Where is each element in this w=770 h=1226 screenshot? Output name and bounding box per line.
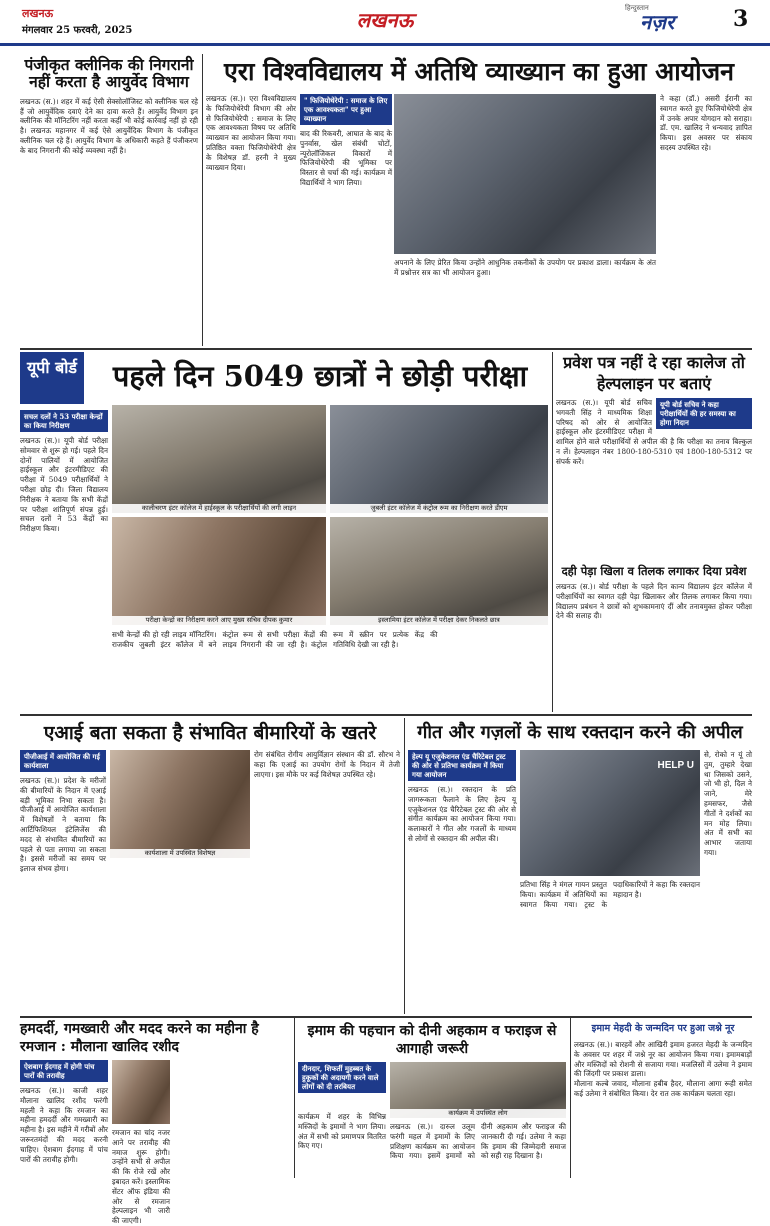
lecture-quote: " फिजियोथेरेपी : समाज के लिए एक आवश्यकता" पर हुआ व्याख्यान xyxy=(300,94,392,125)
lecture-photo xyxy=(394,94,656,254)
exam-photo-1 xyxy=(112,405,326,513)
up-board-lower xyxy=(112,630,548,710)
imam-photo xyxy=(390,1062,566,1118)
helpline-body: लखनऊ (स.)। यूपी बोर्ड सचिव भगवती सिंह ने माध्यमिक शिक्षा परिषद को ओर से आयोजित हाईस्कूल और इंटरमीडिएट परीक्षा में शामिल होने वाले परीक्षार्थियों से अपील की है कि परीक्षा का तनाव बिल्कुल न लें। हेल्पलाइन नंबर 1800-180-5310 एवं 1800-180-5312 पर संपर्क करें। xyxy=(556,398,752,466)
ramzan-headline: हमदर्दी, गमख्वारी और मदद करने का महीना है रमजान : मौलाना खालिद रशीद xyxy=(20,1021,259,1055)
up-board-sub: सचल दलों ने 53 परीक्षा केन्द्रों का किया निरीक्षण xyxy=(20,410,108,432)
lecture-headline: एरा विश्वविद्यालय में अतिथि व्याख्यान का हुआ आयोजन xyxy=(223,57,735,86)
exam-caption-4: इस्लामिया इंटर कॉलेज में परीक्षा देकर निकलते छात्र xyxy=(330,616,548,625)
ramzan-body: लखनऊ (स.)। काजी शहर मौलाना खालिद रशीद फरंगी महली ने कहा कि रमजान का महीना हमदर्दी और गमख्वारी का महीना है। इस महीने में गरीबों और जरूरतमंदों की मदद करनी चाहिए। ऐशबाग ईदगाह में पांच पारों की तरावीह होगी। xyxy=(20,1086,108,1164)
blood-col-b xyxy=(520,880,700,1012)
up-board-body-low: सभी केन्द्रों की हो रही लाइव मॉनिटरिंग। राजकीय जुबली इंटर कॉलेज में बने कंट्रोल रूम से सभी परीक्षा केंद्रों की लाइव निगरानी की जा रही है। कंट्रोल रूम में स्क्रीन पर प्रत्येक केंद्र की गतिविधि देखी जा रही है। xyxy=(112,630,438,649)
ai-col3 xyxy=(254,750,400,1012)
up-board-body: लखनऊ (स.)। यूपी बोर्ड परीक्षा सोमवार से शुरू हो गई। पहले दिन दोनों पालियों में आयोजित हाईस्कूल और इंटरमीडिएट की परीक्षा में 5049 परीक्षार्थियों ने परीक्षा छोड़ दी। जिला विद्यालय निरीक्षक ने बताया कि सभी केंद्रों पर परीक्षा शांतिपूर्ण संपन्न हुई। सचल दलों ने 53 केंद्रों का निरीक्षण किया। xyxy=(20,436,108,534)
divider xyxy=(202,54,203,346)
ai-photo xyxy=(110,750,250,858)
ramzan-photo xyxy=(112,1060,170,1124)
blood-body-c: से, रोको न यूं तो तुम, तुम्हारे देखा था जिसको उसने, जो भी हो, दिल ने जाने, मेरे हमसफर, जैसे गीतों ने दर्शकों का मन मोह लिया। अंत में सभी का आभार जताया गया। xyxy=(704,750,752,857)
ramzan-body-b: रमजान का चांद नजर आने पर तरावीह की नमाज शुरू होगी। उन्होंने सभी से अपील की कि रोजे रखें और इबादत करें। इस्लामिक सेंटर ऑफ इंडिया की ओर से रमजान हेल्पलाइन भी जारी की जाएगी। xyxy=(112,1128,170,1226)
blood-banner: HELP U xyxy=(657,760,694,771)
imam-body: लखनऊ (स.)। दारुल उलूम फरंगी महल में इमामों के लिए प्रशिक्षण कार्यक्रम का आयोजन किया गया। इसमें इमामों को दीनी अहकाम और फराइज की जानकारी दी गई। उलेमा ने कहा कि इमाम की जिम्मेदारी समाज को सही राह दिखाना है। xyxy=(390,1122,566,1161)
brand-logo: नज़र xyxy=(640,10,675,34)
imam-headline: इमाम की पहचान को दीनी अहकाम व फराइज से आगाही जरूरी xyxy=(307,1023,557,1057)
up-board-badge: यूपी बोर्ड xyxy=(20,352,84,404)
divider xyxy=(404,718,405,1014)
ai-col1 xyxy=(20,750,106,1012)
divider xyxy=(20,714,752,716)
page-number: 3 xyxy=(733,6,749,32)
section-title: लखनऊ xyxy=(356,8,414,32)
ramzan-sub: ऐशबाग ईदगाह में होगी पांच पारों की तरावीह xyxy=(20,1060,108,1082)
clinic-body: लखनऊ (स.)। शहर में कई ऐसी सेक्सोलॉजिस्ट को क्लीनिक चल रहे हैं जो आयुर्वेदिक दवाएं देने का दावा करते हैं। आयुर्वेद विभाग इन क्लीनिक की मॉनिटरिंग नहीं करता कहीं भी कोई कार्रवाई नहीं हो रही है। लखनऊ महानगर में कई ऐसे आयुर्वेदिक विभाग के पंजीकृत क्लीनिक चल रहे हैं। आयुर्वेद विभाग के अधिकारी कहते हैं पंजीकरण के बाद निगरानी की कोई व्यवस्था नहीं है। xyxy=(20,96,198,155)
tilak-body-wrap xyxy=(556,582,752,710)
lecture-body-c: अपनाने के लिए प्रेरित किया उन्होंने आधुनिक तकनीकों के उपयोग पर प्रकाश डाला। कार्यक्रम के अंत में प्रश्नोत्तर सत्र का भी आयोजन हुआ। xyxy=(394,258,656,277)
lecture-col5 xyxy=(660,94,752,344)
mehdi-headline: इमाम मेहदी के जन्मदिन पर हुआ जश्ने नूर xyxy=(591,1023,735,1034)
exam-photo-4 xyxy=(330,517,548,625)
blood-col1 xyxy=(408,750,516,1012)
exam-caption-3: परीक्षा केन्द्रों का निरीक्षण करने आए मुख्य सचिव दीपक कुमार xyxy=(112,616,326,625)
imam-body-b: कार्यक्रम में शहर के विभिन्न मस्जिदों के इमामों ने भाग लिया। अंत में सभी को प्रमाणपत्र वितरित किए गए। xyxy=(298,1112,386,1151)
helpline-sub: यूपी बोर्ड सचिव ने कहा परीक्षार्थियों की हर समस्या का होगा निदान xyxy=(656,398,752,429)
divider xyxy=(20,1016,752,1018)
divider xyxy=(20,348,752,350)
divider xyxy=(552,352,553,712)
brand-small: हिन्दुस्तान xyxy=(625,4,649,12)
divider xyxy=(294,1018,295,1178)
up-board-headline: पहले दिन 5049 छात्रों ने छोड़ी परीक्षा xyxy=(112,359,528,393)
mehdi-body-b: मौलाना कल्बे जवाद, मौलाना हबीब हैदर, मौलाना आगा रूही समेत कई उलेमा ने संबोधित किया। देर रात तक कार्यक्रम चलता रहा। xyxy=(574,1079,752,1098)
divider xyxy=(570,1018,571,1178)
imam-body-wrap xyxy=(390,1122,566,1176)
clinic-story xyxy=(20,56,198,344)
masthead-date: मंगलवार 25 फरवरी, 2025 xyxy=(22,25,133,36)
ai-body-b: रोग संबंधित रोगीय आयुर्विज्ञान संस्थान की डॉ. सौरभ ने कहा कि एआई का उपयोग रोगों के निदान में तेजी लाएगा। इस मौके पर कई विशेषज्ञ उपस्थित रहे। xyxy=(254,750,400,779)
imam-sub: दीनदार, शिफर्ती मुहब्बत के हुकूकों की अदायगी करने वाले लोगों को दी तरबियत xyxy=(298,1062,386,1093)
exam-photo-2 xyxy=(330,405,548,513)
up-board-col1 xyxy=(20,410,108,710)
helpline-headline: प्रवेश पत्र नहीं दे रहा कालेज तो हेल्पलाइन पर बताएं xyxy=(563,353,745,393)
lecture-col1 xyxy=(206,94,296,344)
blood-body-b: प्रतिभा सिंह ने मंगल गायन प्रस्तुत किया। कार्यक्रम में अतिथियों का स्वागत किया गया। ट्रस्ट के पदाधिकारियों ने कहा कि रक्तदान महादान है। xyxy=(520,880,700,909)
mehdi-body-wrap xyxy=(574,1040,752,1176)
ai-headline: एआई बता सकता है संभावित बीमारियों के खतरे xyxy=(43,722,377,744)
lecture-col2 xyxy=(300,94,392,344)
blood-body: लखनऊ (स.)। रक्तदान के प्रति जागरूकता फैलाने के लिए हेल्प यू एजुकेशनल एंड चैरिटेबल ट्रस्ट की ओर से संगीत कार्यक्रम का आयोजन किया गया। कलाकारों ने गीत और गजलों के माध्यम से लोगों से रक्तदान की अपील की। xyxy=(408,785,516,843)
blood-photo xyxy=(520,750,700,876)
ai-image-caption: कार्यशाला में उपस्थित विशेषज्ञ xyxy=(110,849,250,858)
lecture-body-b: बाद की रिकवरी, आघात के बाद के पुनर्वास, खेल संबंधी चोटों, न्यूरोलॉजिकल विकारों में फिजियोथेरेपी की भूमिका पर विस्तार से चर्चा की गई। कार्यक्रम में विद्यार्थियों ने भाग लिया। xyxy=(300,129,392,187)
helpline-body-wrap xyxy=(556,398,752,562)
tilak-body: लखनऊ (स.)। बोर्ड परीक्षा के पहले दिन कान्य विद्यालय इंटर कॉलेज में परीक्षार्थियों का स्वागत दही पेड़ा खिलाकर और तिलक लगाकर किया गया। विद्यालय प्रबंधन ने छात्रों को शुभकामनाएं दीं और तनावमुक्त होकर परीक्षा देने की सलाह दी। xyxy=(556,582,752,621)
masthead xyxy=(0,0,770,46)
imam-body-b-wrap xyxy=(298,1112,386,1176)
blood-headline: गीत और गज़लों के साथ रक्तदान करने की अपील xyxy=(417,722,743,743)
blood-sub: हेल्प यू एजुकेशनल एंड चैरिटेबल ट्रस्ट की ओर से प्रतिभा कार्यक्रम में किया गया आयोजन xyxy=(408,750,516,781)
lecture-body-a: लखनऊ (स.)। एरा विश्वविद्यालय के फिजियोथेरेपी विभाग की ओर से फिजियोथेरेपी : समाज के लिए एक आवश्यकता विषय पर अतिथि व्याख्यान का आयोजन किया गया। प्रतिष्ठित वक्ता फिजियोथेरेपी क्षेत्र के विशेषज्ञ डॉ. हरनी ने मुख्य व्याख्यान दिया। xyxy=(206,94,296,172)
ramzan-col1 xyxy=(20,1060,108,1176)
ai-sub: पीजीआई में आयोजित की गई कार्यशाला xyxy=(20,750,106,772)
exam-caption-2: जुबली इंटर कॉलेज में कंट्रोल रूम का निरीक्षण करते डीएम xyxy=(330,504,548,513)
imam-image-caption: कार्यक्रम में उपस्थित लोग xyxy=(390,1109,566,1118)
lecture-col4 xyxy=(394,258,656,344)
blood-col-c xyxy=(704,750,752,1012)
lecture-body-d: ने कहा (डॉ.) असरी ईरानी का स्वागत करते हुए फिजियोथेरेपी क्षेत्र में उनके अपार योगदान को सराहा। डॉ. एम. खालिद ने धन्यवाद ज्ञापित किया। इस अवसर पर संकाय सदस्य उपस्थित रहे। xyxy=(660,94,752,152)
exam-photo-3 xyxy=(112,517,326,625)
masthead-city: लखनऊ xyxy=(22,7,54,20)
ai-body: लखनऊ (स.)। प्रदेश के मरीजों की बीमारियों के निदान में एआई बड़ी भूमिका निभा सकता है। पीजीआई में आयोजित कार्यशाला में विशेषज्ञों ने बताया कि आर्टिफिशियल इंटेलिजेंस की मदद से संभावित बीमारियों का पहले से पता लगाया जा सकता है। इससे मरीजों का समय पर इलाज संभव होगा। xyxy=(20,776,106,874)
mehdi-body: लखनऊ (स.)। बारहवें और आखिरी इमाम हजरत मेहदी के जन्मदिन के अवसर पर शहर में जश्ने नूर का आयोजन किया गया। इमामबाड़ों और मस्जिदों को रोशनी से सजाया गया। मजलिसों में उलेमा ने इमाम की जिंदगी पर प्रकाश डाला। xyxy=(574,1040,752,1079)
tilak-headline: दही पेड़ा खिला व तिलक लगाकर दिया प्रवेश xyxy=(561,564,747,578)
clinic-headline: पंजीकृत क्लीनिक की निगरानी नहीं करता है आयुर्वेद विभाग xyxy=(24,55,194,92)
exam-caption-1: कालीचरण इंटर कॉलेज में हाईस्कूल के परीक्षार्थियों की लगी लाइन xyxy=(112,504,326,513)
ramzan-col2 xyxy=(112,1128,170,1226)
